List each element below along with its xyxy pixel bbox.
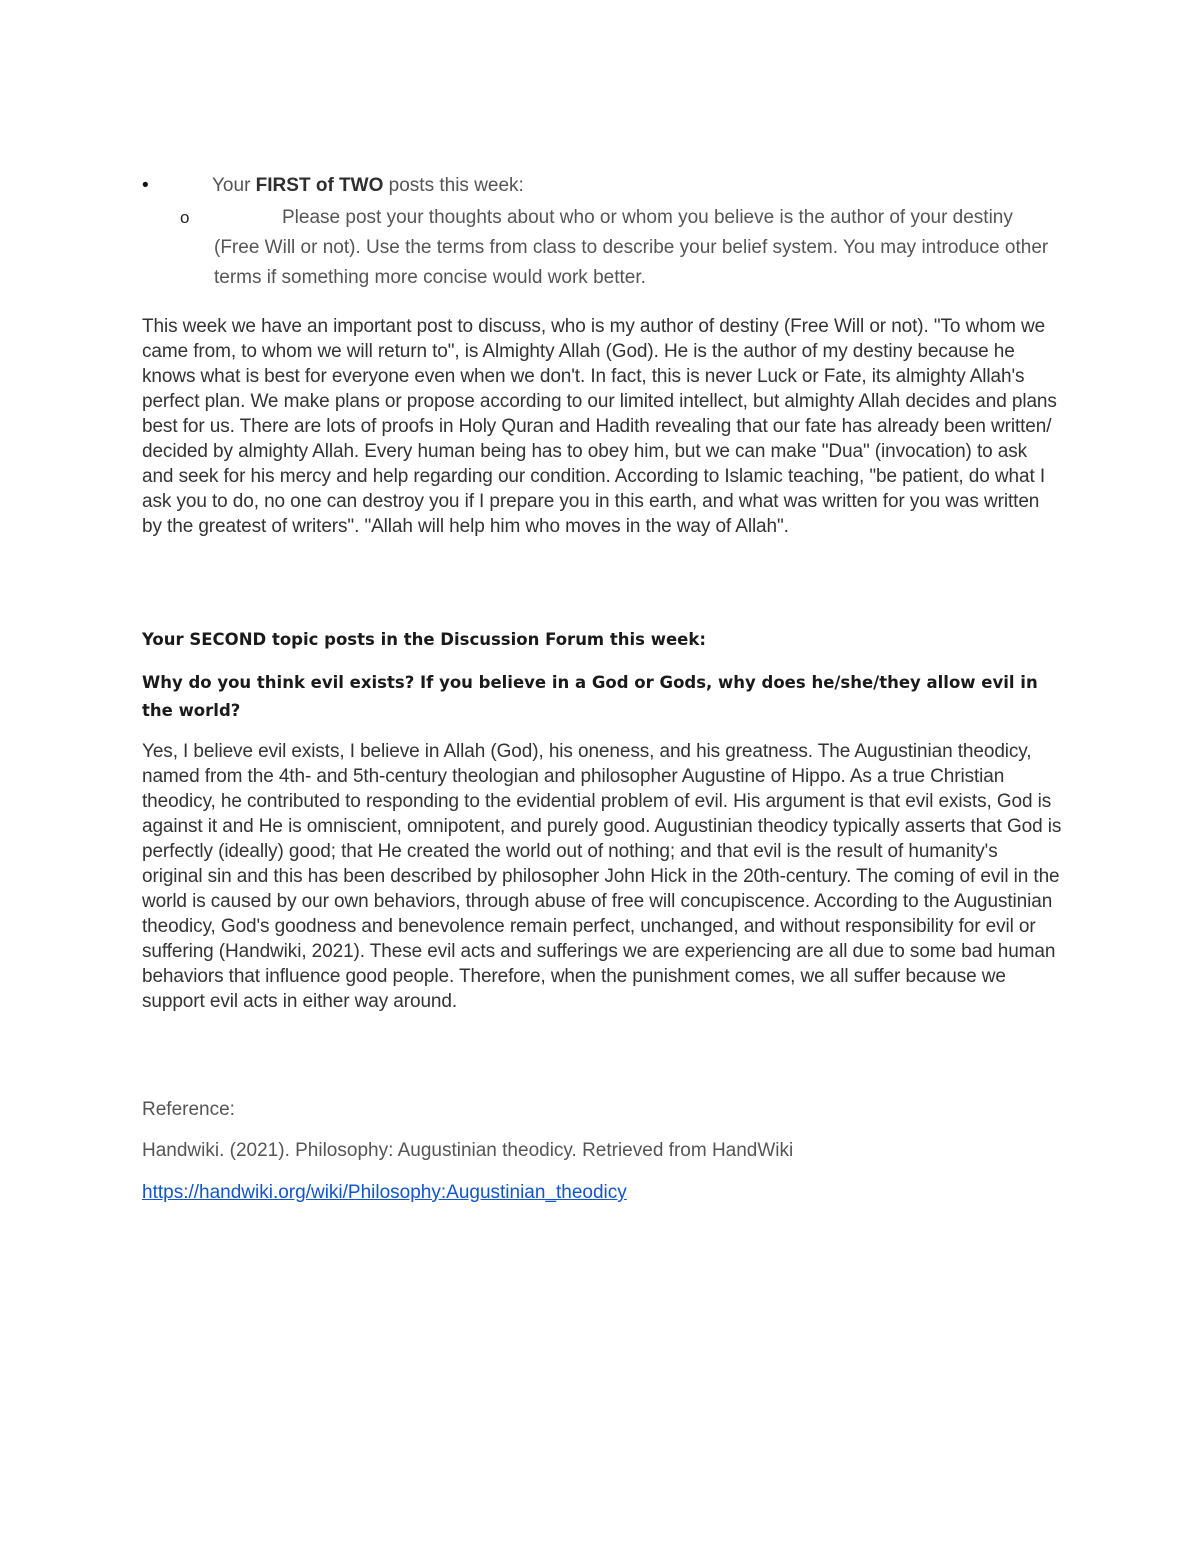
- sub-bullet-icon: o: [180, 208, 190, 227]
- first-post-emphasis: FIRST of TWO: [255, 175, 384, 196]
- reference-label: Reference:: [142, 1099, 235, 1120]
- second-topic-question: Why do you think evil exists? If you believe in a God or Gods, why does he/she/they allow evil in the world?: [142, 673, 1038, 720]
- second-topic-heading: Your SECOND topic posts in the Discussion Forum this week:: [142, 630, 706, 649]
- first-post-instruction: [212, 174, 524, 198]
- reference-entry: Handwiki. (2021). Philosophy: Augustinian theodicy. Retrieved from HandWiki: [142, 1140, 794, 1161]
- reference-link[interactable]: https://handwiki.org/wiki/Philosophy:Augustinian_theodicy: [142, 1182, 627, 1203]
- sub-prompt-text: Please post your thoughts about who or whom you believe is the author of your destiny (Free Will or not). Use the terms from class to describe your belief system. You may introduce other terms if something more concise would work better.: [214, 207, 1049, 288]
- second-response-paragraph: Yes, I believe evil exists, I believe in Allah (God), his oneness, and his greatness. The Augustinian theodicy, named from the 4th- and 5th-century theologian and philosopher Augustine of Hippo. As a true Christian theodicy, he contributed to responding to the evidential problem of evil. His argument is that evil exists, God is against it and He is omniscient, omnipotent, and purely good. Augustinian theodicy typically asserts that God is perfectly (ideally) good; that He created the world out of nothing; and that evil is the result of humanity's original sin and this has been described by philosopher John Hick in the 20th-century. The coming of evil in the world is caused by our own behaviors, through abuse of free will concupiscence. According to the Augustinian theodicy, God's goodness and benevolence remain perfect, unchanged, and without responsibility for evil or suffering (Handwiki, 2021). These evil acts and sufferings we are experiencing are all due to some bad human behaviors that influence good people. Therefore, when the punishment comes, we all suffer because we support evil acts in either way around.: [142, 741, 1062, 1012]
- bullet-icon: •: [142, 175, 149, 196]
- first-post-prefix: Your: [212, 175, 256, 196]
- first-post-suffix: posts this week:: [383, 175, 524, 196]
- first-response-paragraph: This week we have an important post to discuss, who is my author of destiny (Free Will or not). "To whom we came from, to whom we will return to", is Almighty Allah (God). He is the author of my destiny because he knows what is best for everyone even when we don't. In fact, this is never Luck or Fate, its almighty Allah's perfect plan. We make plans or propose according to our limited intellect, but almighty Allah decides and plans best for us. There are lots of proofs in Holy Quran and Hadith revealing that our fate has already been written/ decided by almighty Allah. Every human being has to obey him, but we can make "Dua" (invocation) to ask and seek for his mercy and help regarding our condition. According to Islamic teaching, "be patient, do what I ask you to do, no one can destroy you if I prepare you in this earth, and what was written for you was written by the greatest of writers". "Allah will help him who moves in the way of Allah".: [142, 316, 1057, 537]
